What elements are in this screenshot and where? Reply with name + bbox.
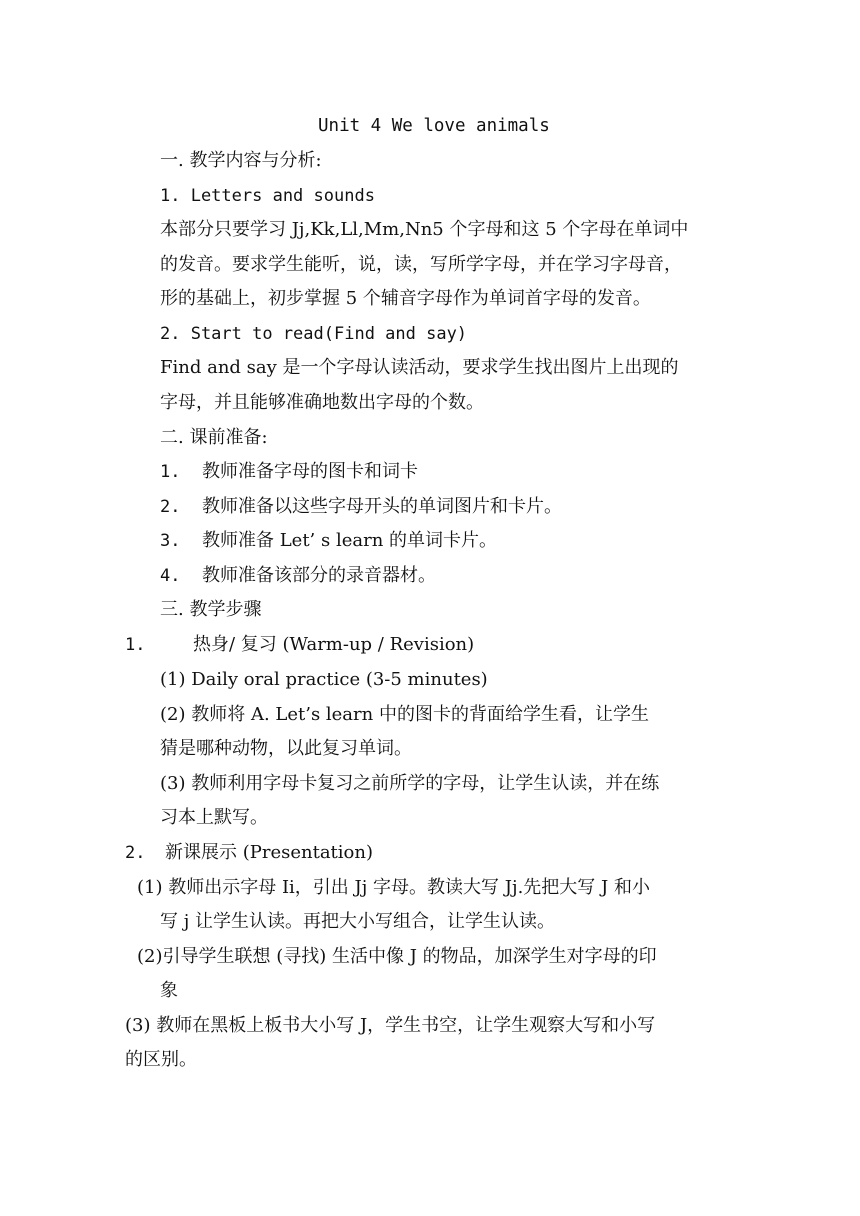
step-1-number: 1. — [125, 635, 146, 655]
step-2-number: 2. — [125, 843, 146, 863]
section-2-heading: 二. 课前准备: — [160, 427, 268, 448]
step-2-sub-1-line-2: 写 j 让学生认读。再把大小写组合，让学生认读。 — [160, 911, 556, 932]
section-1-item-1-text-line-3: 形的基础上，初步掌握 5 个辅音字母作为单词首字母的发音。 — [160, 288, 651, 309]
step-2-sub-3-line-1: (3) 教师在黑板上板书大小写 J，学生书空，让学生观察大写和小写 — [125, 1015, 656, 1036]
section-2-item-1-text: 教师准备字母的图卡和词卡 — [202, 461, 418, 482]
step-1-heading — [125, 634, 474, 656]
section-1-item-2-text-line-1: Find and say 是一个字母认读活动，要求学生找出图片上出现的 — [160, 357, 679, 378]
step-1-title: 热身/ 复习 (Warm-up / Revision) — [193, 634, 475, 655]
step-2-heading — [125, 842, 373, 864]
section-2-item-3-text: 教师准备 Let’ s learn 的单词卡片。 — [202, 530, 498, 551]
section-2-item-1-number: 1. — [160, 462, 181, 482]
section-2-item-1 — [160, 461, 418, 483]
step-1-sub-2-line-2: 猜是哪种动物，以此复习单词。 — [160, 738, 412, 759]
section-2-item-2-number: 2. — [160, 497, 181, 517]
section-1-heading: 一. 教学内容与分析: — [160, 150, 322, 171]
section-2-item-2-text: 教师准备以这些字母开头的单词图片和卡片。 — [202, 496, 562, 517]
section-2-item-3-number: 3. — [160, 531, 181, 551]
step-2-sub-2-line-2: 象 — [160, 980, 178, 1001]
step-1-sub-2-line-1: (2) 教师将 A. Let’s learn 中的图卡的背面给学生看，让学生 — [160, 704, 649, 725]
section-2-item-4-text: 教师准备该部分的录音器材。 — [202, 565, 436, 586]
section-1-item-1-text-line-2: 的发音。要求学生能听，说，读，写所学字母，并在学习字母音， — [160, 254, 682, 275]
section-1-item-1-text-line-1: 本部分只要学习 Jj,Kk,Ll,Mm,Nn5 个字母和这 5 个字母在单词中 — [160, 219, 689, 240]
section-1-item-2-title: 2. Start to read(Find and say) — [160, 324, 468, 344]
section-2-item-4-number: 4. — [160, 566, 181, 586]
step-1-sub-1: (1) Daily oral practice (3-5 minutes) — [160, 669, 488, 690]
step-1-sub-3-line-2: 习本上默写。 — [160, 807, 268, 828]
step-2-sub-1-line-1: (1) 教师出示字母 Ii，引出 Jj 字母。教读大写 Jj.先把大写 J 和小 — [137, 877, 650, 898]
section-2-item-2 — [160, 496, 562, 518]
step-1-sub-3-line-1: (3) 教师利用字母卡复习之前所学的字母，让学生认读，并在练 — [160, 773, 660, 794]
section-2-item-3 — [160, 530, 497, 552]
section-2-item-4 — [160, 565, 436, 587]
step-2-title: 新课展示 (Presentation) — [165, 842, 374, 863]
step-2-sub-2-line-1: (2)引导学生联想 (寻找) 生活中像 J 的物品，加深学生对字母的印 — [137, 946, 657, 967]
document-title: Unit 4 We love animals — [318, 116, 550, 136]
section-1-item-2-text-line-2: 字母，并且能够准确地数出字母的个数。 — [160, 392, 484, 413]
section-1-item-1-title: 1. Letters and sounds — [160, 186, 375, 206]
section-3-heading: 三. 教学步骤 — [160, 599, 262, 620]
step-2-sub-3-line-2: 的区别。 — [125, 1049, 197, 1070]
